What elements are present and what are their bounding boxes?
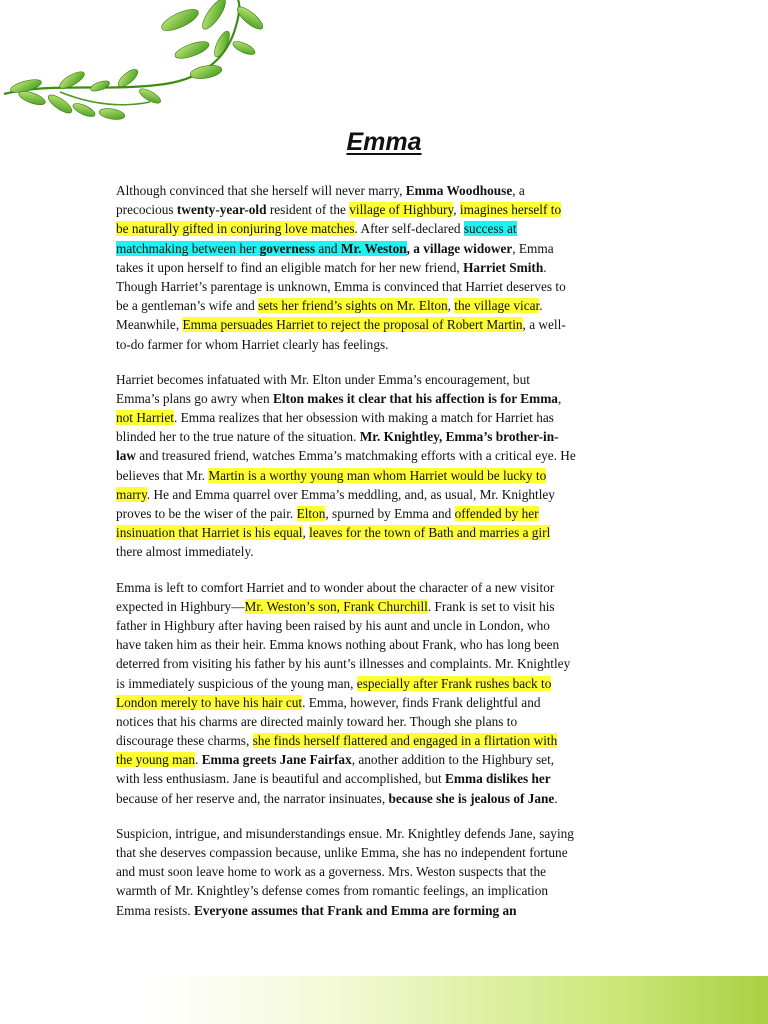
highlighted-text: be naturally gifted in conjuring love matches (116, 221, 355, 237)
highlighted-text: the village vicar (454, 298, 540, 314)
bold-text: , a village widower (406, 240, 513, 256)
text-run: Suspicion, intrigue, and misunderstandings ensue. Mr. Knightley defends Jane, saying (116, 825, 574, 841)
text-line (116, 315, 656, 334)
text-run: to-do farmer for whom Harriet clearly has feelings. (116, 336, 389, 352)
text-run: , a well- (522, 317, 566, 333)
paragraph (116, 578, 656, 808)
bold-text: Harriet Smith (463, 259, 544, 275)
bold-text: Emma Woodhouse (405, 183, 513, 198)
text-line (116, 712, 656, 731)
highlighted-text: Mr. Weston (340, 240, 407, 256)
bold-text: twenty-year-old (176, 202, 267, 218)
paragraph (116, 824, 656, 920)
highlighted-text: Martin is a worthy young man whom Harriet would be lucky to (208, 467, 547, 483)
highlighted-text: sets her friend’s sights on Mr. Elton (258, 298, 448, 314)
highlighted-text: London merely to have his hair cut (116, 694, 303, 710)
text-run: blinded her to the true nature of the situation. (116, 429, 360, 445)
text-line (116, 635, 656, 654)
text-run: . He and Emma quarrel over Emma’s meddling, and, as usual, Mr. Knightley (146, 486, 555, 502)
text-run: proves to be the wiser of the pair. (116, 506, 297, 521)
text-run: , (557, 390, 562, 406)
text-line (116, 446, 656, 465)
text-line (116, 769, 656, 788)
text-run: . Emma realizes that her obsession with making a match for Harriet has (173, 410, 554, 426)
highlighted-text: not Harriet (116, 410, 174, 426)
text-run: , (302, 525, 310, 541)
text-run: . (539, 298, 543, 314)
text-run: , Emma (512, 240, 554, 256)
paragraph (116, 181, 656, 354)
text-line (116, 258, 656, 277)
text-run: expected in Highbury— (116, 598, 245, 614)
text-run: , (447, 298, 455, 314)
highlighted-text: matchmaking between her (116, 240, 260, 256)
text-line (116, 731, 656, 750)
bold-text: Elton makes it clear that his affection is for Emma (272, 390, 558, 406)
text-run: with less enthusiasm. Jane is beautiful and accomplished, but (116, 771, 446, 787)
text-run: precocious (116, 202, 177, 218)
text-line (116, 693, 656, 712)
text-line (116, 523, 656, 542)
vine-leaves-icon (0, 0, 290, 130)
text-run: Emma is left to comfort Harriet and to wonder about the character of a new visitor (116, 579, 555, 595)
text-line (116, 542, 656, 561)
bold-text: Mr. Knightley, Emma’s brother-in- (359, 429, 559, 445)
paragraph (116, 370, 656, 562)
text-run: believes that Mr. (116, 467, 209, 483)
text-run: . After self-declared (354, 221, 464, 237)
text-line (116, 389, 656, 408)
text-run: deterred from visiting his father by his aunt’s illnesses and complaints. Mr. Knightley (116, 656, 571, 672)
text-run: notices that his charms are directed mainly toward her. Though she plans to (116, 713, 518, 729)
text-run: is immediately suspicious of the young man, (116, 675, 357, 691)
bold-text: Emma greets Jane Fairfax (201, 752, 352, 768)
text-run: because of her reserve and, the narrator insinuates, (116, 790, 389, 806)
text-line (116, 485, 656, 504)
text-line (116, 750, 656, 769)
text-line (116, 881, 656, 900)
footer-band (150, 976, 768, 1024)
text-run: discourage these charms, (116, 733, 253, 749)
highlighted-text: insinuation that Harriet is his equal (116, 525, 303, 541)
highlighted-text: governess (259, 240, 316, 256)
text-run: , another addition to the Highbury set, (351, 752, 555, 768)
text-run: . (554, 790, 558, 806)
highlighted-text: and (315, 240, 341, 256)
text-line (116, 277, 656, 296)
text-line (116, 181, 656, 200)
text-run: Meanwhile, (116, 317, 183, 333)
text-run: , spurned by Emma and (325, 506, 455, 521)
text-run: father in Highbury after having been raised by his aunt and uncle in London, who (116, 617, 550, 633)
text-run: have taken him as their heir. Emma knows nothing about Frank, who has long been (116, 637, 560, 653)
text-run: . (195, 752, 202, 768)
text-line (116, 789, 656, 808)
text-run: takes it upon herself to find an eligible match for her new friend, (116, 259, 464, 275)
text-line (116, 504, 656, 523)
text-line (116, 654, 656, 673)
bold-text: because she is jealous of Jane (388, 790, 555, 806)
text-line (116, 370, 656, 389)
document-body (116, 181, 656, 936)
text-line (116, 335, 656, 354)
text-line (116, 597, 656, 616)
bold-text: law (116, 448, 136, 464)
text-line (116, 219, 656, 238)
highlighted-text: the young man (116, 752, 196, 768)
text-run: there almost immediately. (116, 544, 254, 560)
text-line (116, 408, 656, 427)
text-run: that she deserves compassion because, unlike Emma, she has no independent fortune (116, 845, 568, 860)
highlighted-text: village of Highbury (349, 202, 454, 218)
highlighted-text: marry (116, 486, 147, 502)
text-run: . Frank is set to visit his (427, 598, 555, 614)
text-line (116, 296, 656, 315)
text-run: , (453, 202, 460, 218)
text-line (116, 578, 656, 597)
text-run: Emma’s plans go awry when (116, 390, 273, 406)
text-run: be a gentleman’s wife and (116, 298, 259, 314)
bold-text: Emma dislikes her (445, 771, 551, 787)
text-run: warmth of Mr. Knightley’s defense comes from romantic feelings, an implication (116, 883, 549, 899)
text-run: and treasured friend, watches Emma’s matchmaking efforts with a critical eye. He (135, 448, 576, 464)
text-run: Emma resists. (116, 902, 194, 918)
highlighted-text: offended by her (454, 506, 539, 521)
highlighted-text: imagines herself to (459, 202, 562, 218)
highlighted-text: Elton (296, 506, 326, 521)
bold-text: Everyone assumes that Frank and Emma are forming an (193, 902, 517, 918)
text-run: resident of the (266, 202, 350, 218)
highlighted-text: Emma persuades Harriet to reject the proposal of Robert Martin (182, 317, 523, 333)
text-line (116, 200, 656, 219)
text-line (116, 239, 656, 258)
text-run: . Emma, however, finds Frank delightful and (302, 694, 541, 710)
text-run: Harriet becomes infatuated with Mr. Elton under Emma’s encouragement, but (116, 371, 530, 387)
text-run: Although convinced that she herself will never marry, (116, 183, 406, 198)
highlighted-text: Mr. Weston’s son, Frank Churchill (244, 598, 428, 614)
text-line (116, 427, 656, 446)
text-run: and must soon leave home to work as a governess. Mrs. Weston suspects that the (116, 864, 547, 880)
text-line (116, 862, 656, 881)
text-line (116, 824, 656, 843)
text-line (116, 674, 656, 693)
text-run: Though Harriet’s parentage is unknown, Emma is convinced that Harriet deserves to (116, 278, 566, 294)
text-line (116, 843, 656, 862)
highlighted-text: leaves for the town of Bath and marries a girl (309, 525, 551, 541)
highlighted-text: success at (463, 221, 517, 237)
text-run: , a (512, 183, 525, 198)
text-line (116, 616, 656, 635)
text-line (116, 466, 656, 485)
document-title: Emma (346, 128, 422, 156)
highlighted-text: especially after Frank rushes back to (356, 675, 552, 691)
highlighted-text: she finds herself flattered and engaged in a flirtation with (252, 733, 558, 749)
text-run: . (543, 259, 547, 275)
text-line (116, 901, 656, 920)
